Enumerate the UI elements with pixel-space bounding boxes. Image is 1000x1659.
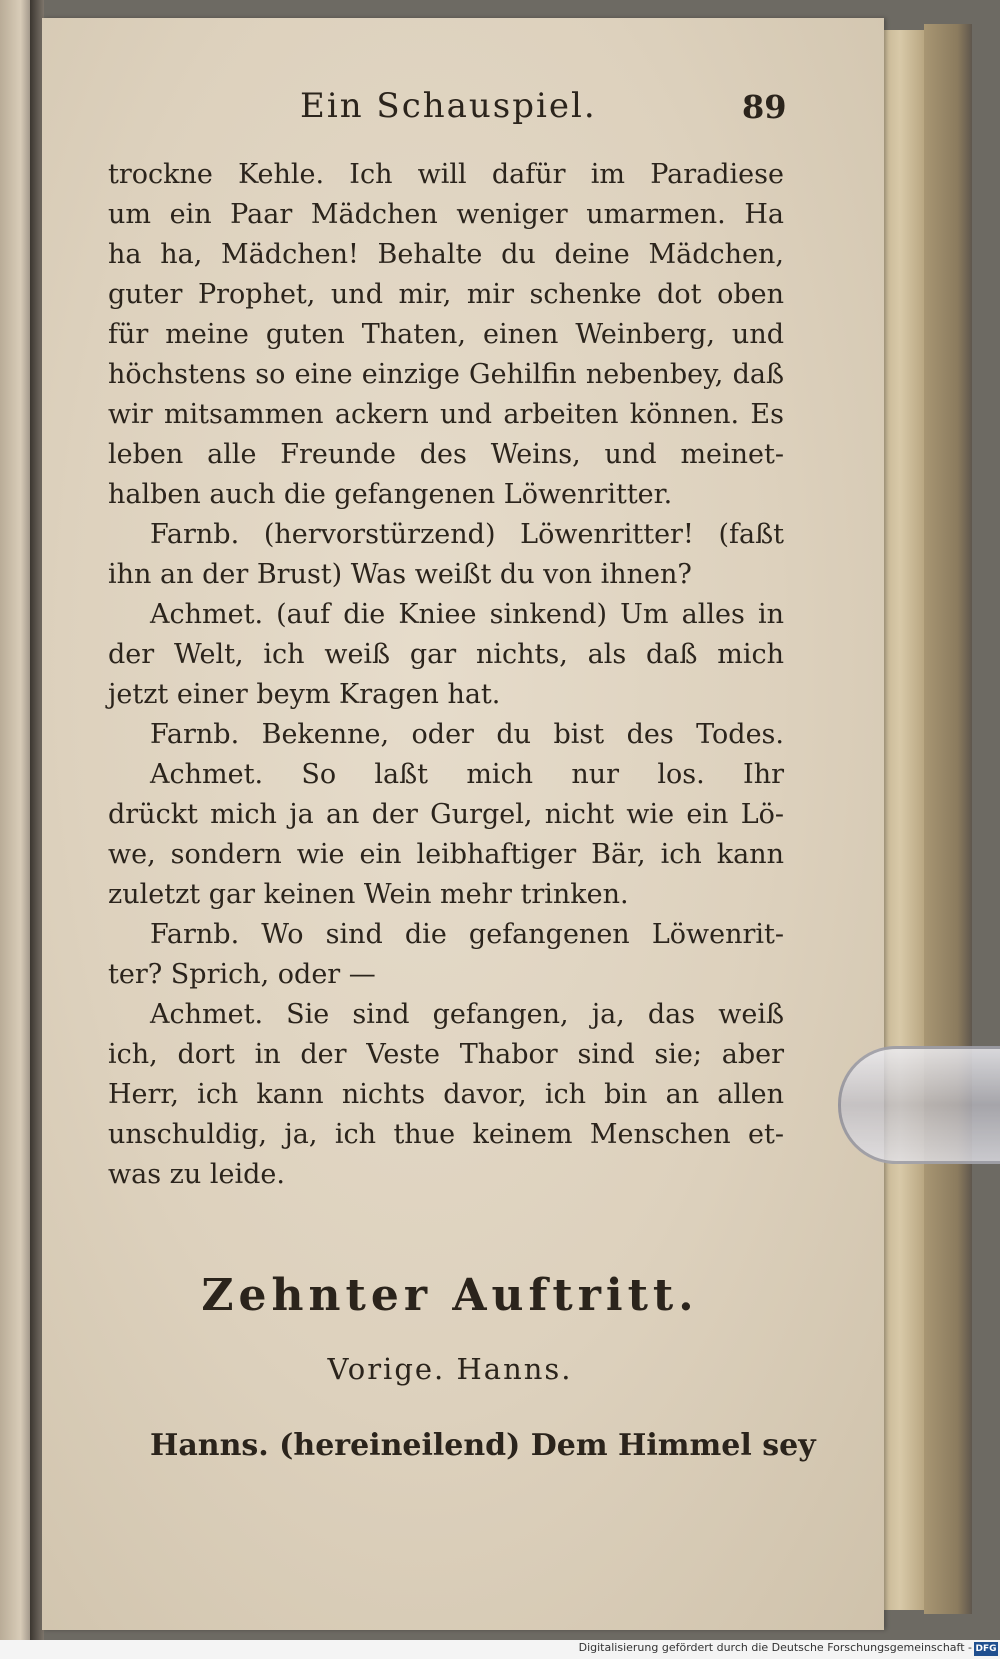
text-line: ich, dort in der Veste Thabor sind sie; aber (108, 1039, 784, 1070)
scene-heading: Zehnter Auftritt. (201, 1270, 699, 1321)
digitization-credit: Digitalisierung gefördert durch die Deutsche Forschungsgemeinschaft - (578, 1641, 972, 1654)
text-line: we, sondern wie ein leibhaftiger Bär, ich kann (108, 839, 784, 870)
text-line: wir mitsammen ackern und arbeiten können. Es (108, 399, 784, 430)
page-clip (838, 1046, 1000, 1164)
scene-persons: Vorige. Hanns. (327, 1352, 573, 1386)
dfg-logo: DFG (975, 1644, 997, 1654)
text-line: der Welt, ich weiß gar nichts, als daß mich (108, 639, 784, 670)
text-line: drückt mich ja an der Gurgel, nicht wie ein Lö- (108, 799, 784, 830)
text-line: guter Prophet, und mir, mir schenke dot oben (108, 279, 784, 310)
text-line: ihn an der Brust) Was weißt du von ihnen? (108, 559, 692, 590)
text-line: Farnb. Bekenne, oder du bist des Todes. (150, 719, 784, 750)
text-line: höchstens so eine einzige Gehilfin nebenbey, daß (108, 359, 784, 390)
text-line: Farnb. (hervorstürzend) Löwenritter! (faßt (150, 519, 784, 550)
text-line: was zu leide. (108, 1159, 285, 1190)
text-line: halben auch die gefangenen Löwenritter. (108, 479, 673, 510)
running-title: Ein Schauspiel. (300, 86, 597, 126)
final-line: Hanns. (hereineilend) Dem Himmel sey (150, 1428, 816, 1463)
text-line: ter? Sprich, oder — (108, 959, 376, 990)
text-line: jetzt einer beym Kragen hat. (108, 679, 501, 710)
text-line: Achmet. (auf die Kniee sinkend) Um alles in (150, 599, 784, 630)
text-line: Achmet. So laßt mich nur los. Ihr (150, 759, 784, 790)
text-line: leben alle Freunde des Weins, und meinet- (108, 439, 784, 470)
text-line: unschuldig, ja, ich thue keinem Menschen et- (108, 1119, 784, 1150)
text-line: Herr, ich kann nichts davor, ich bin an allen (108, 1079, 784, 1110)
text-line: Farnb. Wo sind die gefangenen Löwenrit- (150, 919, 784, 950)
text-line: für meine guten Thaten, einen Weinberg, und (108, 319, 784, 350)
page-number: 89 (742, 88, 787, 126)
previous-page-edge (0, 0, 34, 1640)
text-line: ha ha, Mädchen! Behalte du deine Mädchen, (108, 239, 784, 270)
text-line: Achmet. Sie sind gefangen, ja, das weiß (150, 999, 784, 1030)
book-block-edge-outer (924, 24, 972, 1614)
text-line: zuletzt gar keinen Wein mehr trinken. (108, 879, 629, 910)
text-line: um ein Paar Mädchen weniger umarmen. Ha (108, 199, 784, 230)
body-text (108, 155, 784, 1195)
text-line: trockne Kehle. Ich will dafür im Paradiese (108, 159, 784, 190)
